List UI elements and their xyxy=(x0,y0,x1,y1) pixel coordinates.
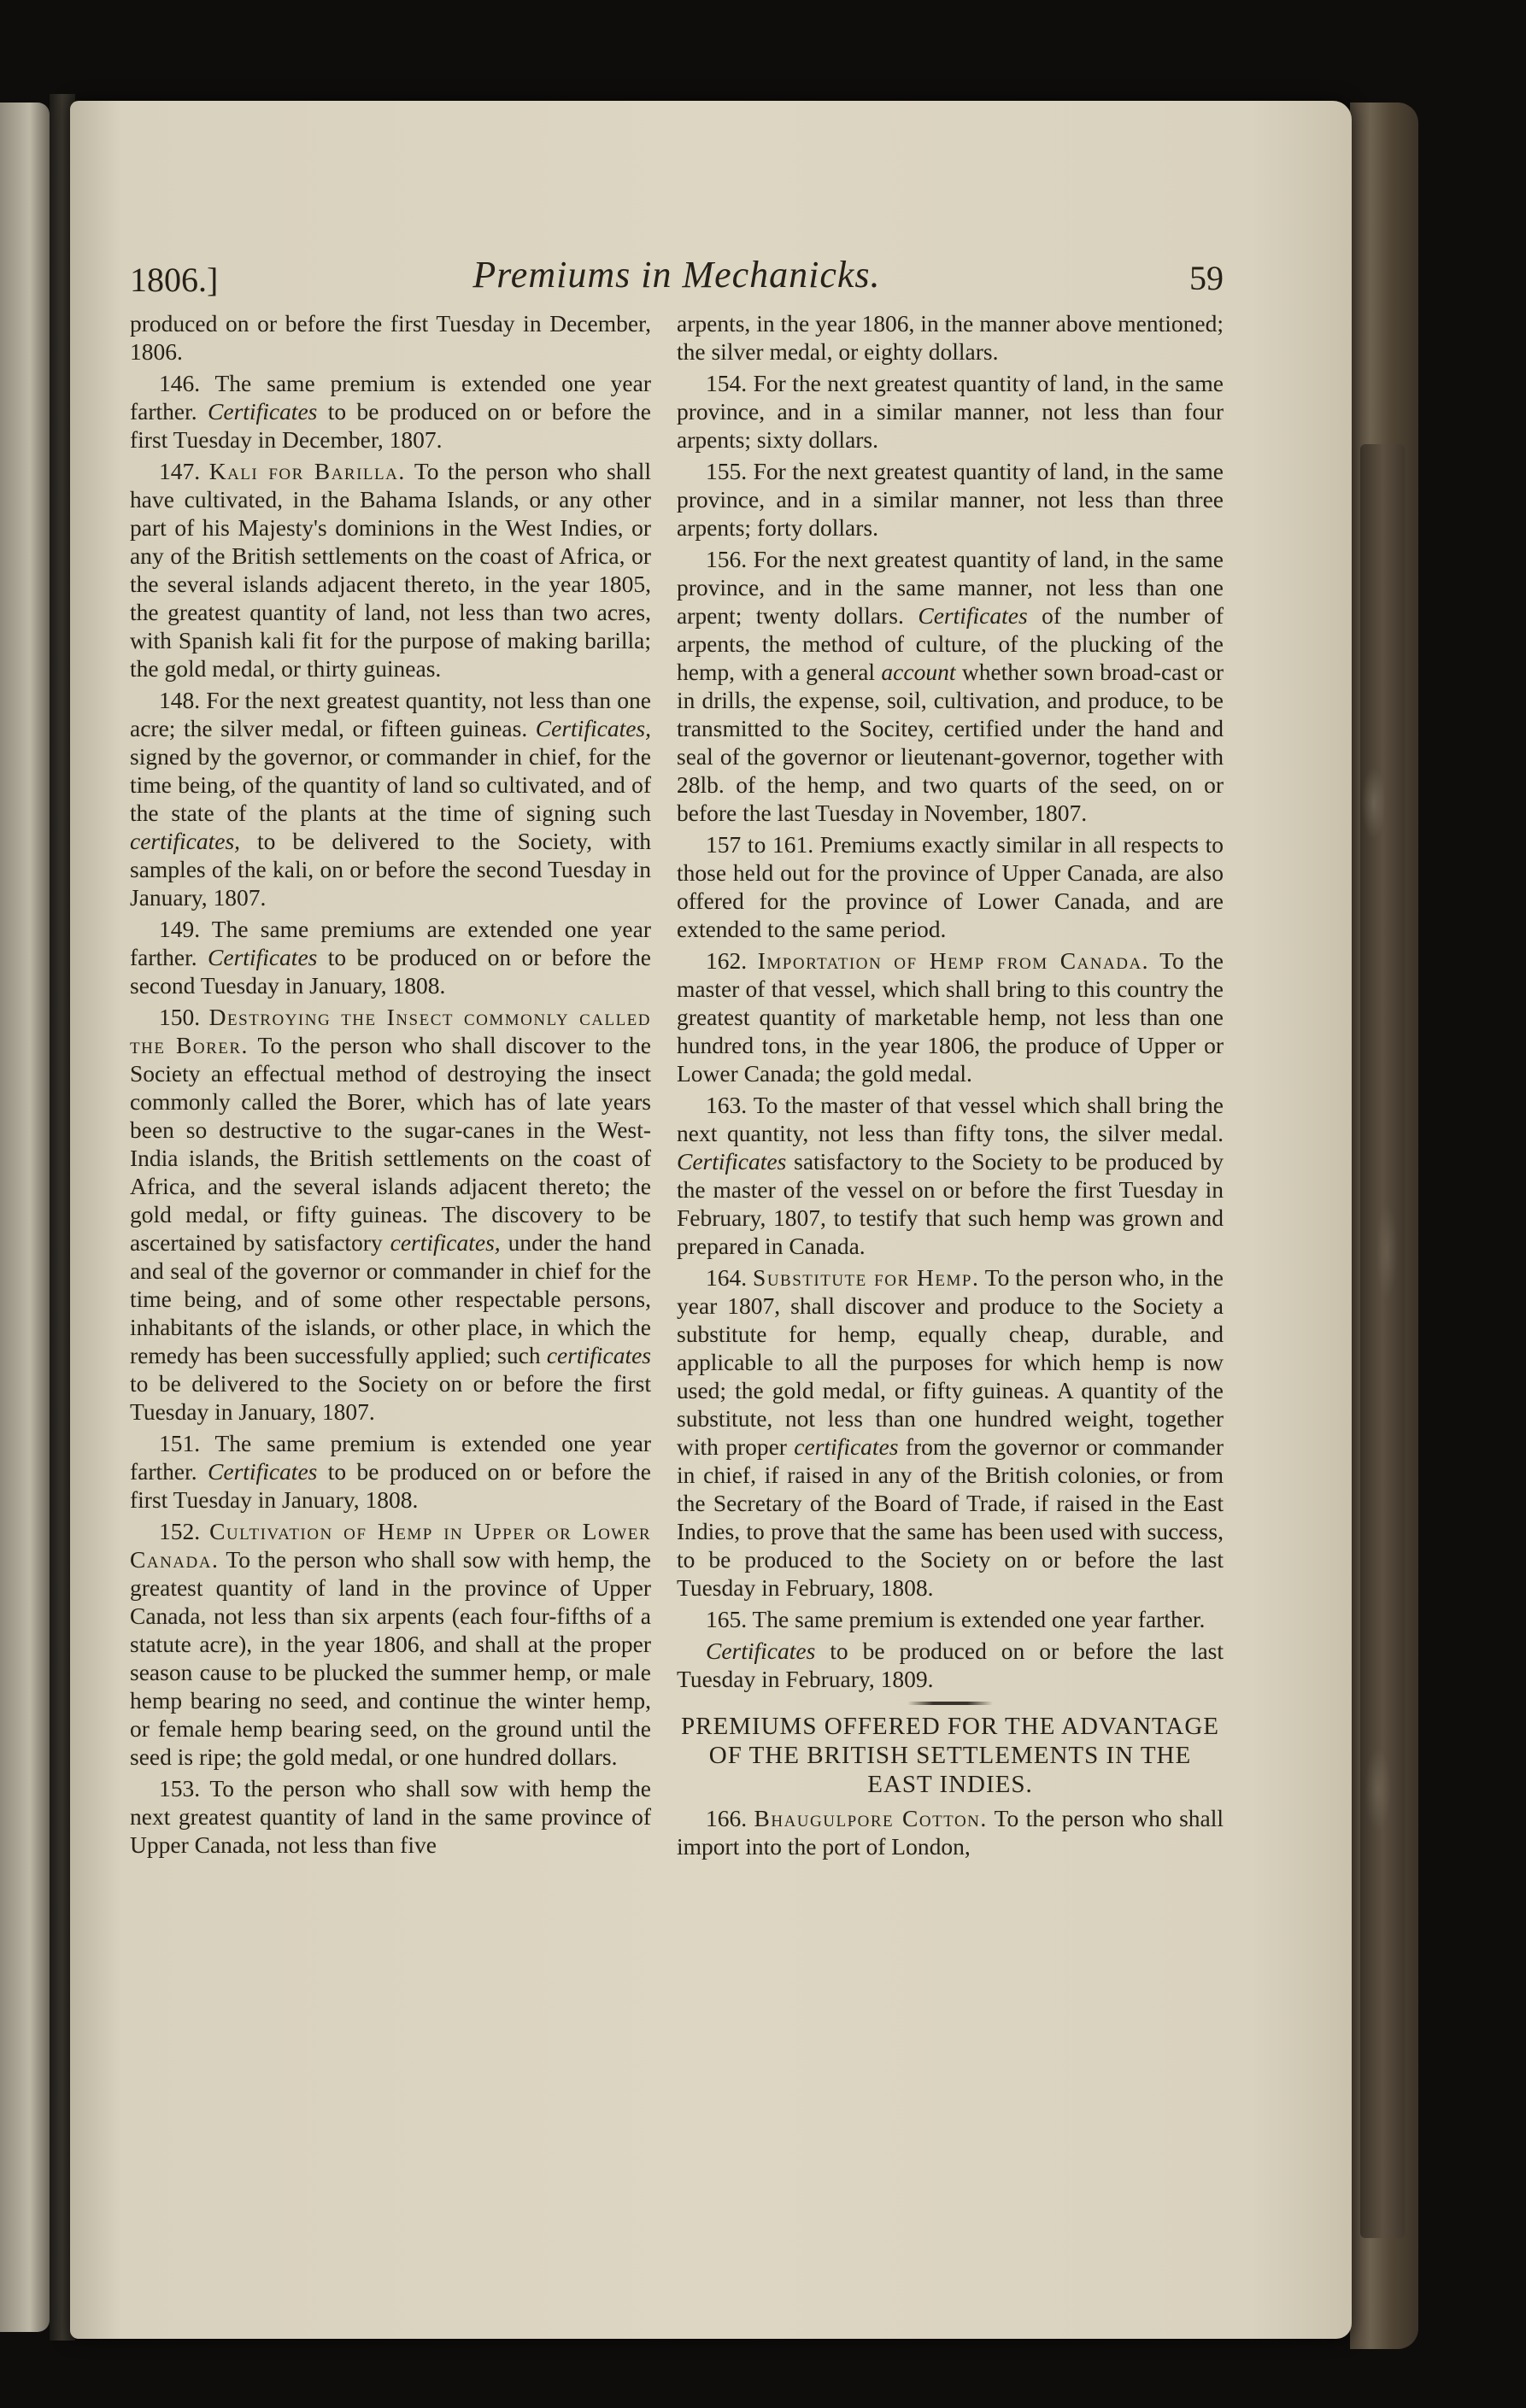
section-heading: PREMIUMS OFFERED FOR THE ADVANTAGE OF THE BRITISH SETTLEMENTS IN THE EAST INDIES. xyxy=(680,1713,1220,1798)
paragraph-146: 146. The same premium is extended one year farther. Certificates to be produced on or before the first Tuesday in December, 1807. xyxy=(130,370,651,453)
item-heading: Destroying the Insect commonly called the Borer. xyxy=(130,1004,652,1058)
paragraph-147: 147. Kali for Barilla. To the person who shall have cultivated, in the Bahama Islands, or any other part of his Majesty's dominions in the West Indies, or any of the British settlements on the coast of Africa, or the several islands adjacent thereto, in the year 1805, the greatest quantity of land, not less than two acres, with Spanish kali fit for the purpose of making barilla; the gold medal, or thirty guineas. xyxy=(130,458,651,682)
paragraph-continued: produced on or before the first Tuesday in December, 1806. xyxy=(130,310,651,365)
item-heading: Kali for Barilla. xyxy=(208,458,406,484)
page-number: 59 xyxy=(1189,259,1224,297)
item-heading: Importation of Hemp from Canada. xyxy=(757,947,1150,974)
paragraph-163: 163. To the master of that vessel which shall bring the next quantity, not less than fifty tons, the silver medal. Certificates satisfactory to the Society to be produced by the master of the vessel on or before the first Tuesday in February, 1807, to testify that such hemp was grown and prepared in Canada. xyxy=(677,1092,1224,1259)
paragraph-157-161: 157 to 161. Premiums exactly similar in all respects to those held out for the province of Upper Canada, are also offered for the province of Lower Canada, and are extended to the same period. xyxy=(677,831,1224,942)
item-heading: Bhaugulpore Cotton. xyxy=(754,1805,988,1831)
paragraph-continued: arpents, in the year 1806, in the manner above mentioned; the silver medal, or eighty dollars. xyxy=(677,310,1224,365)
header-year: 1806.] xyxy=(130,261,219,299)
marbled-cover xyxy=(1360,444,1405,2238)
left-page-edge xyxy=(0,103,50,2332)
running-head xyxy=(130,248,1224,308)
paragraph-149: 149. The same premiums are extended one year farther. Certificates to be produced on or before the second Tuesday in January, 1808. xyxy=(130,916,651,999)
paragraph-148: 148. For the next greatest quantity, not less than one acre; the silver medal, or fifteen guineas. Certificates, signed by the governor, or commander in chief, for the time being, of the quantity of land so cultivated, and of the state of the plants at the time of signing such certificates, to be delivered to the Society, with samples of the kali, on or before the second Tuesday in January, 1807. xyxy=(130,687,652,911)
paragraph-164: 164. Substitute for Hemp. To the person who, in the year 1807, shall discover and produce to the Society a substitute for hemp, equally cheap, durable, and applicable to all the purposes for which hemp is now used; the gold medal, or fifty guineas. A quantity of the substitute, not less than one hundred weight, together with proper certificates from the governor or commander in chief, if raised in any of the British colonies, or from the Secretary of the Board of Trade, if raised in the East Indies, to prove that the same has been used with success, to be produced to the Society on or before the last Tuesday in February, 1808. xyxy=(677,1264,1224,1601)
item-heading: Cultivation of Hemp in Upper or Lower Canada. xyxy=(130,1518,651,1573)
paragraph-162: 162. Importation of Hemp from Canada. To the master of that vessel, which shall bring to this country the greatest quantity of marketable hemp, not less than one hundred tons, in the year 1806, the produce of Upper or Lower Canada; the gold medal. xyxy=(677,947,1224,1087)
item-heading: Substitute for Hemp. xyxy=(753,1264,980,1291)
page-text xyxy=(130,248,1224,2084)
left-column xyxy=(130,309,651,1862)
paragraph-155: 155. For the next greatest quantity of land, in the same province, and in a similar manner, not less than three arpents; forty dollars. xyxy=(677,458,1224,541)
paragraph-150: 150. Destroying the Insect commonly called the Borer. To the person who shall discover to the Society an effectual method of destroying the insect commonly called the Borer, which has of late years been so destructive to the sugar-canes in the West-India islands, the British settlements on the coast of Africa, and the several islands adjacent thereto; the gold medal, or fifty guineas. The discovery to be ascertained by satisfactory certificates, under the hand and seal of the governor or commander in chief for the time being, and of some other respectable persons, inhabitants of the islands, or other place, in which the remedy has been successfully applied; such certificates to be delivered to the Society on or before the first Tuesday in January, 1807. xyxy=(130,1004,652,1425)
paragraph-151: 151. The same premium is extended one year farther. Certificates to be produced on or before the first Tuesday in January, 1808. xyxy=(130,1430,651,1513)
paragraph-154: 154. For the next greatest quantity of land, in the same province, and in a similar manner, not less than four arpents; sixty dollars. xyxy=(677,370,1224,453)
paragraph-152: 152. Cultivation of Hemp in Upper or Lower Canada. To the person who shall sow with hemp, the greatest quantity of land in the province of Upper Canada, not less than six arpents (each four-fifths of a statute acre), in the year 1806, and shall at the proper season cause to be plucked the summer hemp, or male hemp bearing no seed, and continue the winter hemp, or female hemp bearing seed, on the ground until the seed is ripe; the gold medal, or one hundred dollars. xyxy=(130,1518,651,1770)
paragraph-156: 156. For the next greatest quantity of land, in the same province, and in the same manner, not less than one arpent; twenty dollars. Certificates of the number of arpents, the method of culture, of the plucking of the hemp, with a general account whether sown broad-cast or in drills, the expense, soil, cultivation, and produce, to be transmitted to the Socitey, certified under the hand and seal of the governor or lieutenant-governor, together with 28lb. of the hemp, and two quarts of the seed, on or before the last Tuesday in November, 1807. xyxy=(677,546,1224,826)
right-column xyxy=(677,309,1224,1864)
paragraph-165: 165. The same premium is extended one year farther. xyxy=(706,1606,1206,1632)
header-title: Premiums in Mechanicks. xyxy=(472,254,881,296)
paragraph-165-certificates: Certificates to be produced on or before the last Tuesday in February, 1809. xyxy=(677,1638,1224,1692)
paragraph-166: 166. Bhaugulpore Cotton. To the person who shall import into the port of London, xyxy=(677,1805,1224,1860)
section-divider xyxy=(907,1702,993,1705)
paragraph-153: 153. To the person who shall sow with hemp the next greatest quantity of land in the same province of Upper Canada, not less than five xyxy=(130,1775,651,1858)
